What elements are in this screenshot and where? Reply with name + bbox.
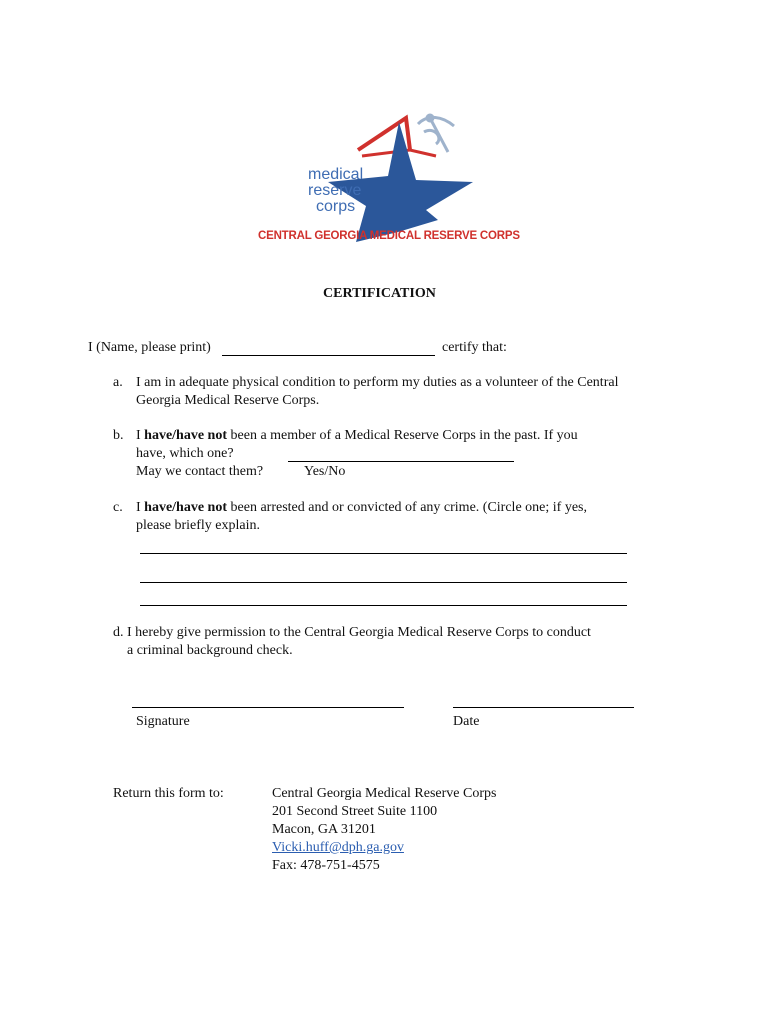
item-b-lead: I <box>136 428 145 443</box>
explanation-line-3[interactable] <box>140 605 627 606</box>
return-street: 201 Second Street Suite 1100 <box>272 804 438 819</box>
item-c-lead: I <box>136 500 145 515</box>
item-c-rest: been arrested and or convicted of any crime. (Circle one; if yes, <box>227 500 587 515</box>
item-d-line1: d. I hereby give permission to the Central Georgia Medical Reserve Corps to conduct <box>113 625 591 640</box>
item-c-bold-choice[interactable]: have/have not <box>144 500 228 515</box>
mrc-logo <box>258 110 520 250</box>
name-suffix: certify that: <box>442 340 507 355</box>
item-b-marker: b. <box>113 428 124 443</box>
item-c-marker: c. <box>113 500 123 515</box>
logo-word-corps: corps <box>316 198 356 215</box>
item-b-line1 <box>136 427 578 445</box>
item-b-line3: May we contact them? <box>136 464 264 479</box>
star-emblem-icon <box>258 110 520 250</box>
form-title: CERTIFICATION <box>323 286 436 301</box>
email-link[interactable]: Vicki.huff@dph.ga.gov <box>272 840 404 855</box>
explanation-line-1[interactable] <box>140 553 627 554</box>
name-field[interactable] <box>222 355 435 356</box>
item-d-line2: a criminal background check. <box>127 643 293 658</box>
organization-name: CENTRAL GEORGIA MEDICAL RESERVE CORPS <box>258 230 520 242</box>
item-c-line1 <box>136 499 587 517</box>
date-label: Date <box>453 714 480 729</box>
item-b-line2: have, which one? <box>136 446 234 461</box>
signature-label: Signature <box>136 714 190 729</box>
item-a-line2: Georgia Medical Reserve Corps. <box>136 393 320 408</box>
return-fax: Fax: 478-751-4575 <box>272 858 380 873</box>
return-label: Return this form to: <box>113 786 224 801</box>
name-prefix: I (Name, please print) <box>88 340 211 355</box>
item-b-bold-choice: have/have not <box>144 428 228 443</box>
return-city: Macon, GA 31201 <box>272 822 376 837</box>
signature-field[interactable] <box>132 707 404 708</box>
date-field[interactable] <box>453 707 634 708</box>
item-a-marker: a. <box>113 375 123 390</box>
item-c-line2: please briefly explain. <box>136 518 261 533</box>
explanation-line-2[interactable] <box>140 582 627 583</box>
return-org: Central Georgia Medical Reserve Corps <box>272 786 497 801</box>
item-b-rest: been a member of a Medical Reserve Corps in the past. If you <box>227 428 578 443</box>
item-a-line1: I am in adequate physical condition to perform my duties as a volunteer of the Central <box>136 375 619 390</box>
return-email-link[interactable] <box>272 839 404 857</box>
caduceus-icon <box>418 115 454 152</box>
logo-word-reserve: reserve <box>308 182 362 199</box>
yes-no-choice[interactable]: Yes/No <box>304 464 346 479</box>
logo-word-medical: medical <box>308 166 364 183</box>
which-corps-field[interactable] <box>288 461 514 462</box>
